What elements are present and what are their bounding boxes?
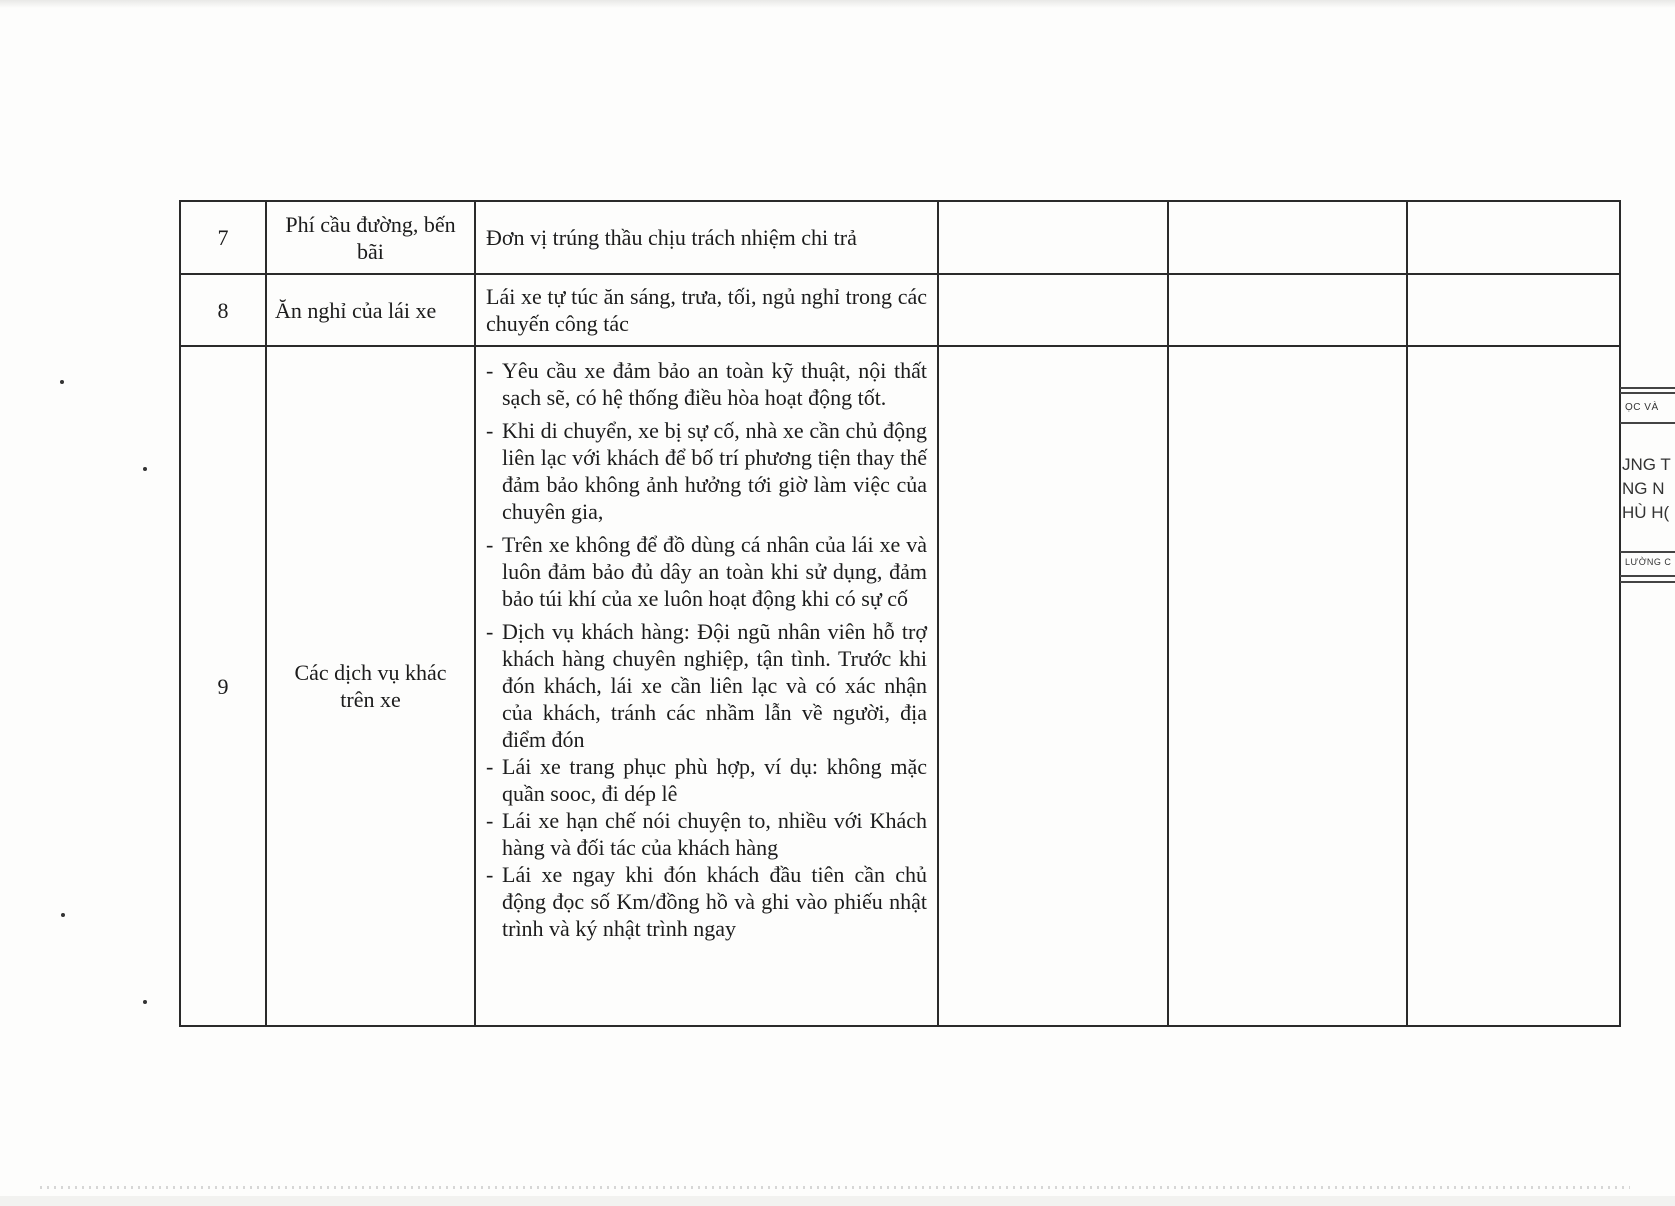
stamp-text: ỌC VÀ [1625, 402, 1659, 413]
stamp-fragment [1620, 385, 1675, 595]
scan-speck [60, 380, 64, 384]
scan-speck [61, 913, 65, 917]
stamp-ring-line [1620, 387, 1675, 389]
empty-cell [1407, 346, 1620, 1026]
stamp-text: LƯỜNG C [1625, 557, 1672, 567]
list-item: - Lái xe hạn chế nói chuyện to, nhiều với Khách hàng và đối tác của khách hàng [486, 807, 927, 861]
empty-cell [1407, 274, 1620, 346]
requirements-list [486, 357, 927, 942]
list-item: - Trên xe không để đồ dùng cá nhân của lái xe và luôn đảm bảo đủ dây an toàn khi sử dụng, đảm bảo túi khí của xe luôn hoạt động khi có sự cố [486, 531, 927, 612]
stamp-ring-line [1620, 575, 1675, 577]
row-number: 7 [180, 201, 266, 274]
stamp-ring-line [1620, 551, 1675, 553]
row-number: 9 [180, 346, 266, 1026]
item-name: Các dịch vụ khác trên xe [266, 346, 475, 1026]
scan-top-edge [0, 0, 1675, 8]
empty-cell [1168, 346, 1407, 1026]
empty-cell [938, 346, 1168, 1026]
item-name: Phí cầu đường, bến bãi [266, 201, 475, 274]
table-row [180, 346, 1620, 1026]
stamp-ring-line [1620, 422, 1675, 424]
empty-cell [1407, 201, 1620, 274]
stamp-text: NG N [1622, 479, 1665, 498]
scan-bottom-margin [0, 1196, 1675, 1206]
item-requirements [475, 346, 938, 1026]
item-name: Ăn nghỉ của lái xe [266, 274, 475, 346]
list-item: - Lái xe trang phục phù hợp, ví dụ: không mặc quần sooc, đi dép lê [486, 753, 927, 807]
stamp-ring-line [1620, 392, 1675, 394]
empty-cell [1168, 201, 1407, 274]
empty-cell [938, 274, 1168, 346]
stamp-text: HÙ H( [1622, 503, 1670, 522]
table-row [180, 274, 1620, 346]
row-number: 8 [180, 274, 266, 346]
list-item: - Lái xe ngay khi đón khách đầu tiên cần chủ động đọc số Km/đồng hồ và ghi vào phiếu nhật trình và ký nhật trình ngay [486, 861, 927, 942]
item-description: Lái xe tự túc ăn sáng, trưa, tối, ngủ nghỉ trong các chuyến công tác [475, 274, 938, 346]
list-item: - Dịch vụ khách hàng: Đội ngũ nhân viên hỗ trợ khách hàng chuyên nghiệp, tận tình. Trước khi đón khách, lái xe cần liên lạc và có xác nhận của khách, tránh các nhầm lẫn về người, địa điểm đón [486, 618, 927, 753]
stamp-ring-line [1620, 581, 1675, 583]
stamp-text: JNG T [1622, 455, 1671, 474]
item-description: Đơn vị trúng thầu chịu trách nhiệm chi trả [475, 201, 938, 274]
scan-bottom-edge [40, 1186, 1630, 1189]
list-item: - Yêu cầu xe đảm bảo an toàn kỹ thuật, nội thất sạch sẽ, có hệ thống điều hòa hoạt động tốt. [486, 357, 927, 411]
empty-cell [938, 201, 1168, 274]
requirements-table [179, 200, 1621, 1027]
list-item: - Khi di chuyển, xe bị sự cố, nhà xe cần chủ động liên lạc với khách để bố trí phương tiện thay thế đảm bảo không ảnh hưởng tới giờ làm việc của chuyên gia, [486, 417, 927, 525]
scan-speck [143, 467, 147, 471]
empty-cell [1168, 274, 1407, 346]
table-row [180, 201, 1620, 274]
scan-speck [143, 1000, 147, 1004]
